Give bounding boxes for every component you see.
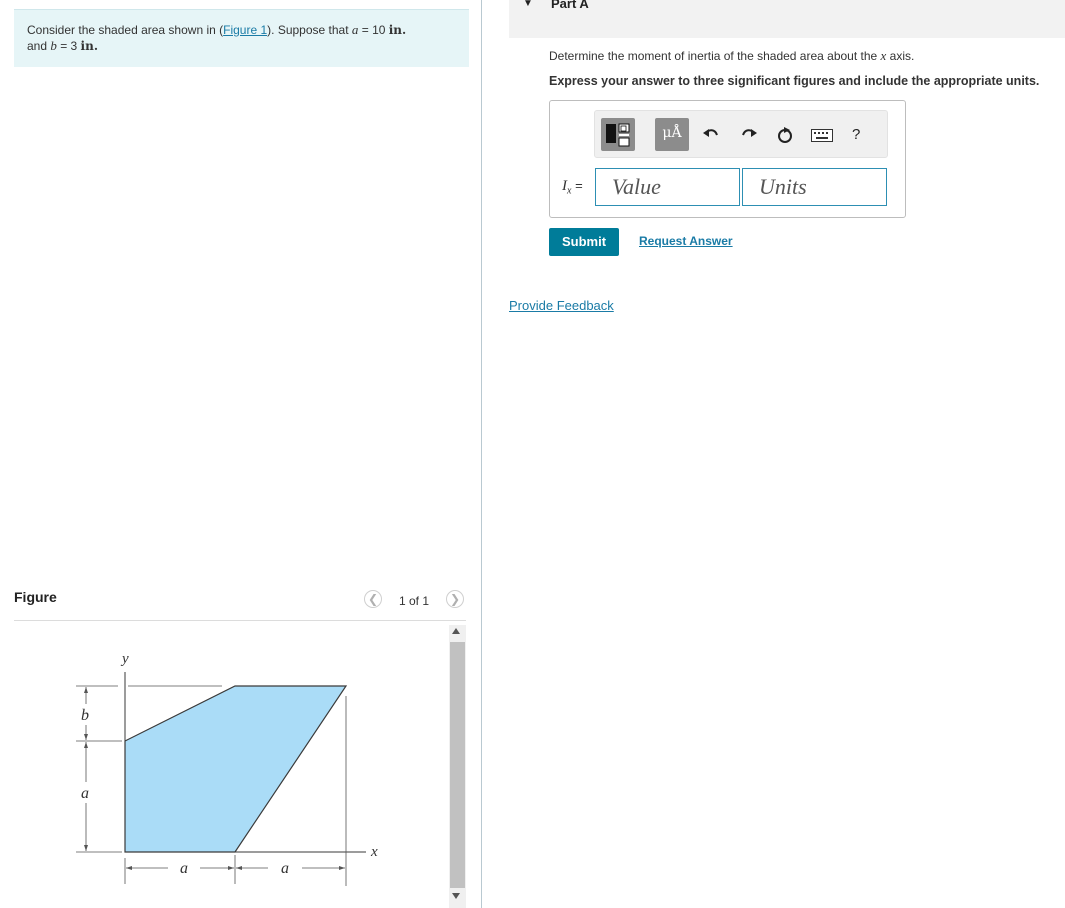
help-icon[interactable]: ? (852, 126, 861, 143)
figure-1-link[interactable]: Figure 1 (223, 23, 268, 37)
figure-scrollbar-thumb[interactable] (450, 642, 465, 888)
dim-a-right-label: a (281, 860, 289, 877)
dim-a-left-label: a (180, 860, 188, 877)
scroll-down-icon[interactable] (452, 893, 460, 899)
shaded-area (125, 686, 346, 852)
variable-a: a (351, 22, 359, 37)
chevron-right-icon: ❯ (449, 592, 461, 606)
undo-icon[interactable] (702, 126, 720, 142)
redo-icon[interactable] (740, 126, 758, 142)
request-answer-link[interactable]: Request Answer (639, 234, 733, 248)
question-text (549, 48, 914, 64)
dim-a-right-arrow-r (339, 866, 345, 870)
part-a-header[interactable] (509, 0, 1065, 38)
equation-label (562, 178, 583, 197)
a-value: = 10 (358, 23, 389, 37)
y-axis-label: y (122, 651, 129, 667)
keyboard-icon[interactable] (811, 129, 833, 142)
dim-a-vertical-arrow-top (84, 742, 88, 748)
submit-button[interactable]: Submit (549, 228, 619, 256)
b-value: = 3 (56, 39, 81, 53)
dim-b-arrow-top (84, 687, 88, 693)
figure-diagram (0, 0, 481, 908)
units-icon: μÅ (662, 125, 682, 141)
b-unit: in. (80, 39, 99, 53)
caret-down-icon[interactable]: ▼ (523, 0, 533, 9)
problem-text-mid: ). Suppose that (267, 23, 352, 37)
panel-divider (481, 0, 482, 908)
figure-label: Figure (14, 589, 57, 605)
part-title[interactable]: Part A (551, 0, 589, 11)
equation-variable: I (562, 178, 567, 194)
question-prefix: Determine the moment of inertia of the shaded area about the (549, 49, 881, 63)
x-axis-label: x (371, 844, 378, 860)
problem-text-and: and (27, 39, 51, 53)
value-input[interactable]: Value (595, 168, 740, 206)
problem-text-prefix: Consider the shaded area shown in ( (27, 23, 224, 37)
dim-a-vertical-arrow-bottom (84, 845, 88, 851)
a-unit: in. (388, 23, 407, 37)
units-button[interactable] (655, 118, 689, 151)
dim-a-left-arrow-l (126, 866, 132, 870)
dim-a-right-arrow-l (236, 866, 242, 870)
question-variable: x (880, 48, 887, 63)
equation-equals: = (571, 178, 583, 193)
instruction-text: Express your answer to three significant figures and include the appropriate units. (549, 74, 1040, 88)
dim-b-arrow-bottom (84, 734, 88, 740)
templates-icon (601, 118, 635, 151)
figure-count: 1 of 1 (399, 594, 430, 608)
dim-b-label: b (81, 707, 89, 724)
chevron-left-icon: ❮ (367, 592, 379, 606)
provide-feedback-link[interactable]: Provide Feedback (509, 298, 614, 313)
equation-subscript: x (567, 185, 572, 197)
dim-a-vertical-label: a (81, 785, 89, 802)
question-suffix: axis. (886, 49, 915, 63)
templates-button[interactable] (601, 118, 635, 151)
reset-icon[interactable] (776, 126, 794, 144)
variable-b: b (50, 38, 57, 53)
scroll-up-icon[interactable] (452, 628, 460, 634)
dim-a-left-arrow-r (228, 866, 234, 870)
units-input[interactable]: Units (742, 168, 887, 206)
